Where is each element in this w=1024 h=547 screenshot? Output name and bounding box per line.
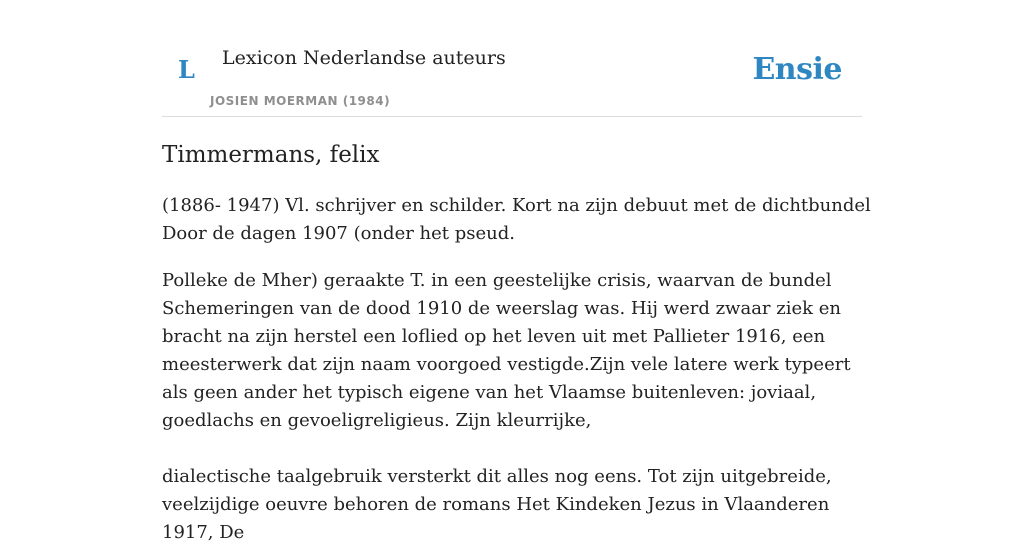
- ensie-logo[interactable]: Ensie: [752, 52, 842, 87]
- source-logo-icon[interactable]: L: [178, 55, 195, 84]
- source-author: JOSIEN MOERMAN (1984): [210, 94, 391, 108]
- entry-title: Timmermans, felix: [162, 142, 380, 168]
- entry-paragraph: (1886- 1947) Vl. schrijver en schilder. Kort na zijn debuut met de dichtbundel Door de dagen 1907 (onder het pseud.: [162, 195, 871, 244]
- source-header: [162, 0, 862, 117]
- entry-paragraph: dialectische taalgebruik versterkt dit alles nog eens. Tot zijn uitgebreide, veelzijdige oeuvre behoren de romans Het Kindeken Jezus in Vlaanderen 1917, De: [162, 466, 832, 543]
- entry-paragraph: Polleke de Mher) geraakte T. in een geestelijke crisis, waarvan de bundel Schemeringen van de dood 1910 de weerslag was. Hij werd zwaar ziek en bracht na zijn herstel een loflied op het leven uit met Pallieter 1916, een meesterwerk dat zijn naam voorgoed vestigde.Zijn vele latere werk typeert als geen ander het typisch eigene van het Vlaamse buitenleven: joviaal, goedlachs en gevoeligreligieus. Zijn kleurrijke,: [162, 270, 851, 431]
- source-title-link[interactable]: Lexicon Nederlandse auteurs: [222, 47, 506, 69]
